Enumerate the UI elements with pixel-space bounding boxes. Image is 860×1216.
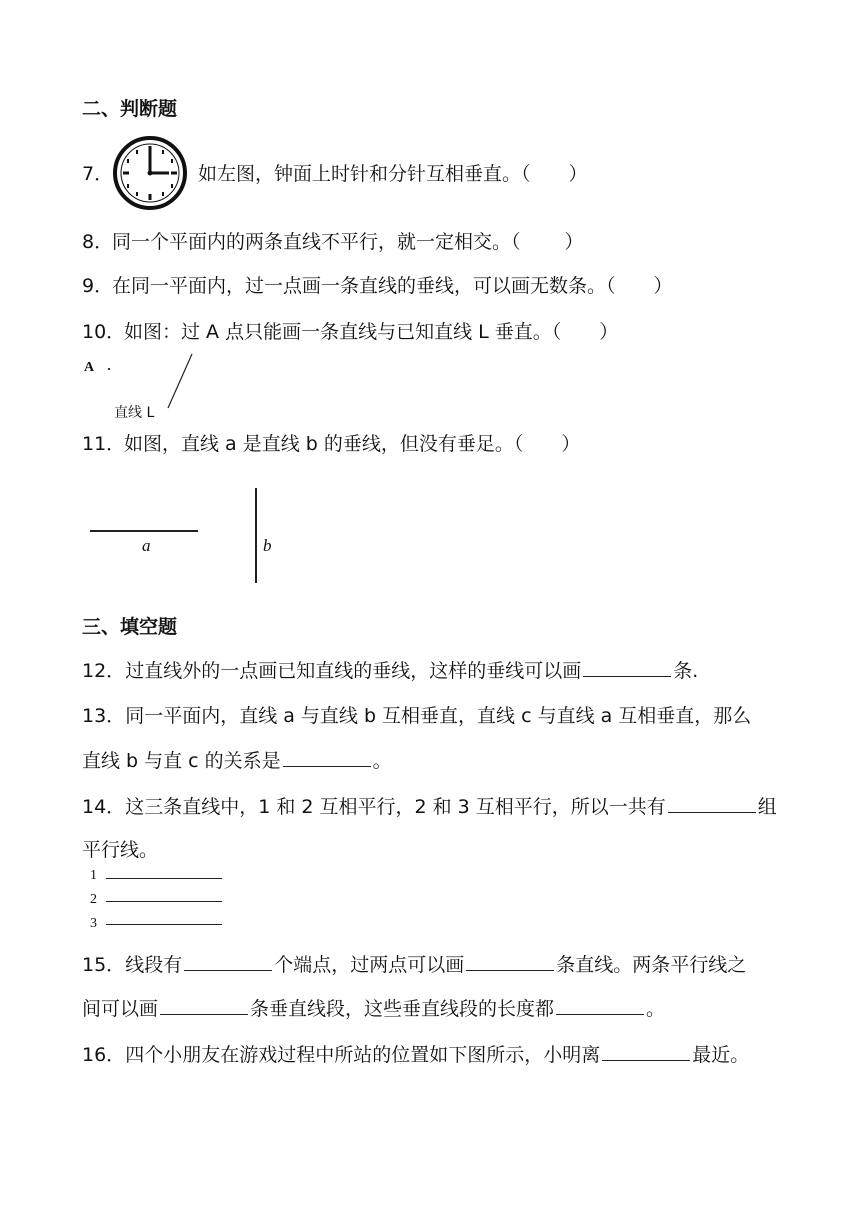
question-14-text-end: 组 (757, 796, 777, 818)
question-14-line2: 平行线。 (82, 839, 159, 861)
answer-blank-15b[interactable] (466, 952, 554, 971)
question-11-text: 如图，直线 a 是直线 b 的垂线，但没有垂足。（ ） (124, 433, 581, 455)
answer-blank-12[interactable] (583, 658, 671, 677)
section-heading-fill-blank: 三、填空题 (82, 616, 178, 638)
question-7-text: 如左图，钟面上时针和分针互相垂直。（ ） (198, 163, 588, 185)
parallel-line-1 (106, 878, 222, 879)
answer-blank-15c[interactable] (160, 996, 248, 1015)
answer-blank-15d[interactable] (556, 996, 644, 1015)
point-a-label: A (84, 360, 95, 375)
question-7-number: 7． (82, 163, 114, 185)
question-15-line1 (82, 952, 746, 977)
clock-icon (110, 134, 190, 212)
parallel-line-2 (106, 901, 222, 902)
question-13-text: 同一平面内，直线 a 与直线 b 互相垂直，直线 c 与直线 a 互相垂直，那么 (125, 705, 752, 727)
line-b (255, 488, 257, 583)
question-10-text: 如图：过 A 点只能画一条直线与已知直线 L 垂直。（ ） (124, 321, 619, 343)
question-15-number: 15． (82, 954, 126, 976)
question-15-text-d: 间可以画 (82, 998, 159, 1020)
question-13-line2 (82, 748, 392, 773)
line-l-diagram (160, 352, 200, 412)
answer-blank-13[interactable] (283, 748, 371, 767)
question-15-text-b: 个端点，过两点可以画 (274, 954, 465, 976)
question-12-line (82, 658, 698, 683)
parallel-line-3-label: 3 (90, 916, 97, 931)
question-15-text-a: 线段有 (125, 954, 183, 976)
line-a (90, 530, 198, 532)
parallel-line-2-label: 2 (90, 892, 97, 907)
question-8-text: 同一个平面内的两条直线不平行，就一定相交。（ ） (112, 231, 584, 253)
answer-blank-15a[interactable] (184, 952, 272, 971)
question-15-line2 (82, 996, 665, 1021)
question-14-text: 这三条直线中，1 和 2 互相平行，2 和 3 互相平行，所以一共有 (125, 796, 666, 818)
line-b-label: b (263, 536, 272, 555)
section-heading-judgement: 二、判断题 (82, 98, 178, 120)
question-15-text-c: 条直线。两条平行线之 (556, 954, 747, 976)
line-a-label: a (142, 536, 151, 555)
question-11-number: 11． (82, 433, 126, 455)
question-9-number: 9． (82, 275, 114, 297)
question-13-line1 (82, 704, 751, 728)
question-16-line (82, 1042, 749, 1067)
question-16-text: 四个小朋友在游戏过程中所站的位置如下图所示，小明离 (125, 1044, 601, 1066)
point-a-dot (108, 368, 110, 370)
question-16-number: 16． (82, 1044, 126, 1066)
question-13-text-2: 直线 b 与直 c 的关系是 (82, 750, 281, 772)
question-8-number: 8． (82, 231, 114, 253)
question-15-text-f: 。 (646, 998, 666, 1020)
question-14-line1 (82, 794, 777, 819)
question-14-number: 14． (82, 796, 126, 818)
question-15-text-e: 条垂直线段，这些垂直线段的长度都 (250, 998, 555, 1020)
parallel-line-3 (106, 924, 222, 925)
line-l-label: 直线 L (114, 405, 155, 421)
question-13-text-end: 。 (372, 750, 392, 772)
parallel-line-1-label: 1 (90, 868, 97, 883)
question-12-number: 12． (82, 660, 126, 682)
answer-blank-16[interactable] (602, 1042, 690, 1061)
question-9-text: 在同一平面内，过一点画一条直线的垂线，可以画无数条。（ ） (112, 275, 673, 297)
question-13-number: 13． (82, 705, 126, 727)
question-10-number: 10． (82, 321, 126, 343)
question-12-text-end: 条. (673, 660, 699, 682)
question-12-text: 过直线外的一点画已知直线的垂线，这样的垂线可以画 (125, 660, 582, 682)
question-16-text-end: 最近。 (692, 1044, 750, 1066)
answer-blank-14[interactable] (668, 794, 756, 813)
